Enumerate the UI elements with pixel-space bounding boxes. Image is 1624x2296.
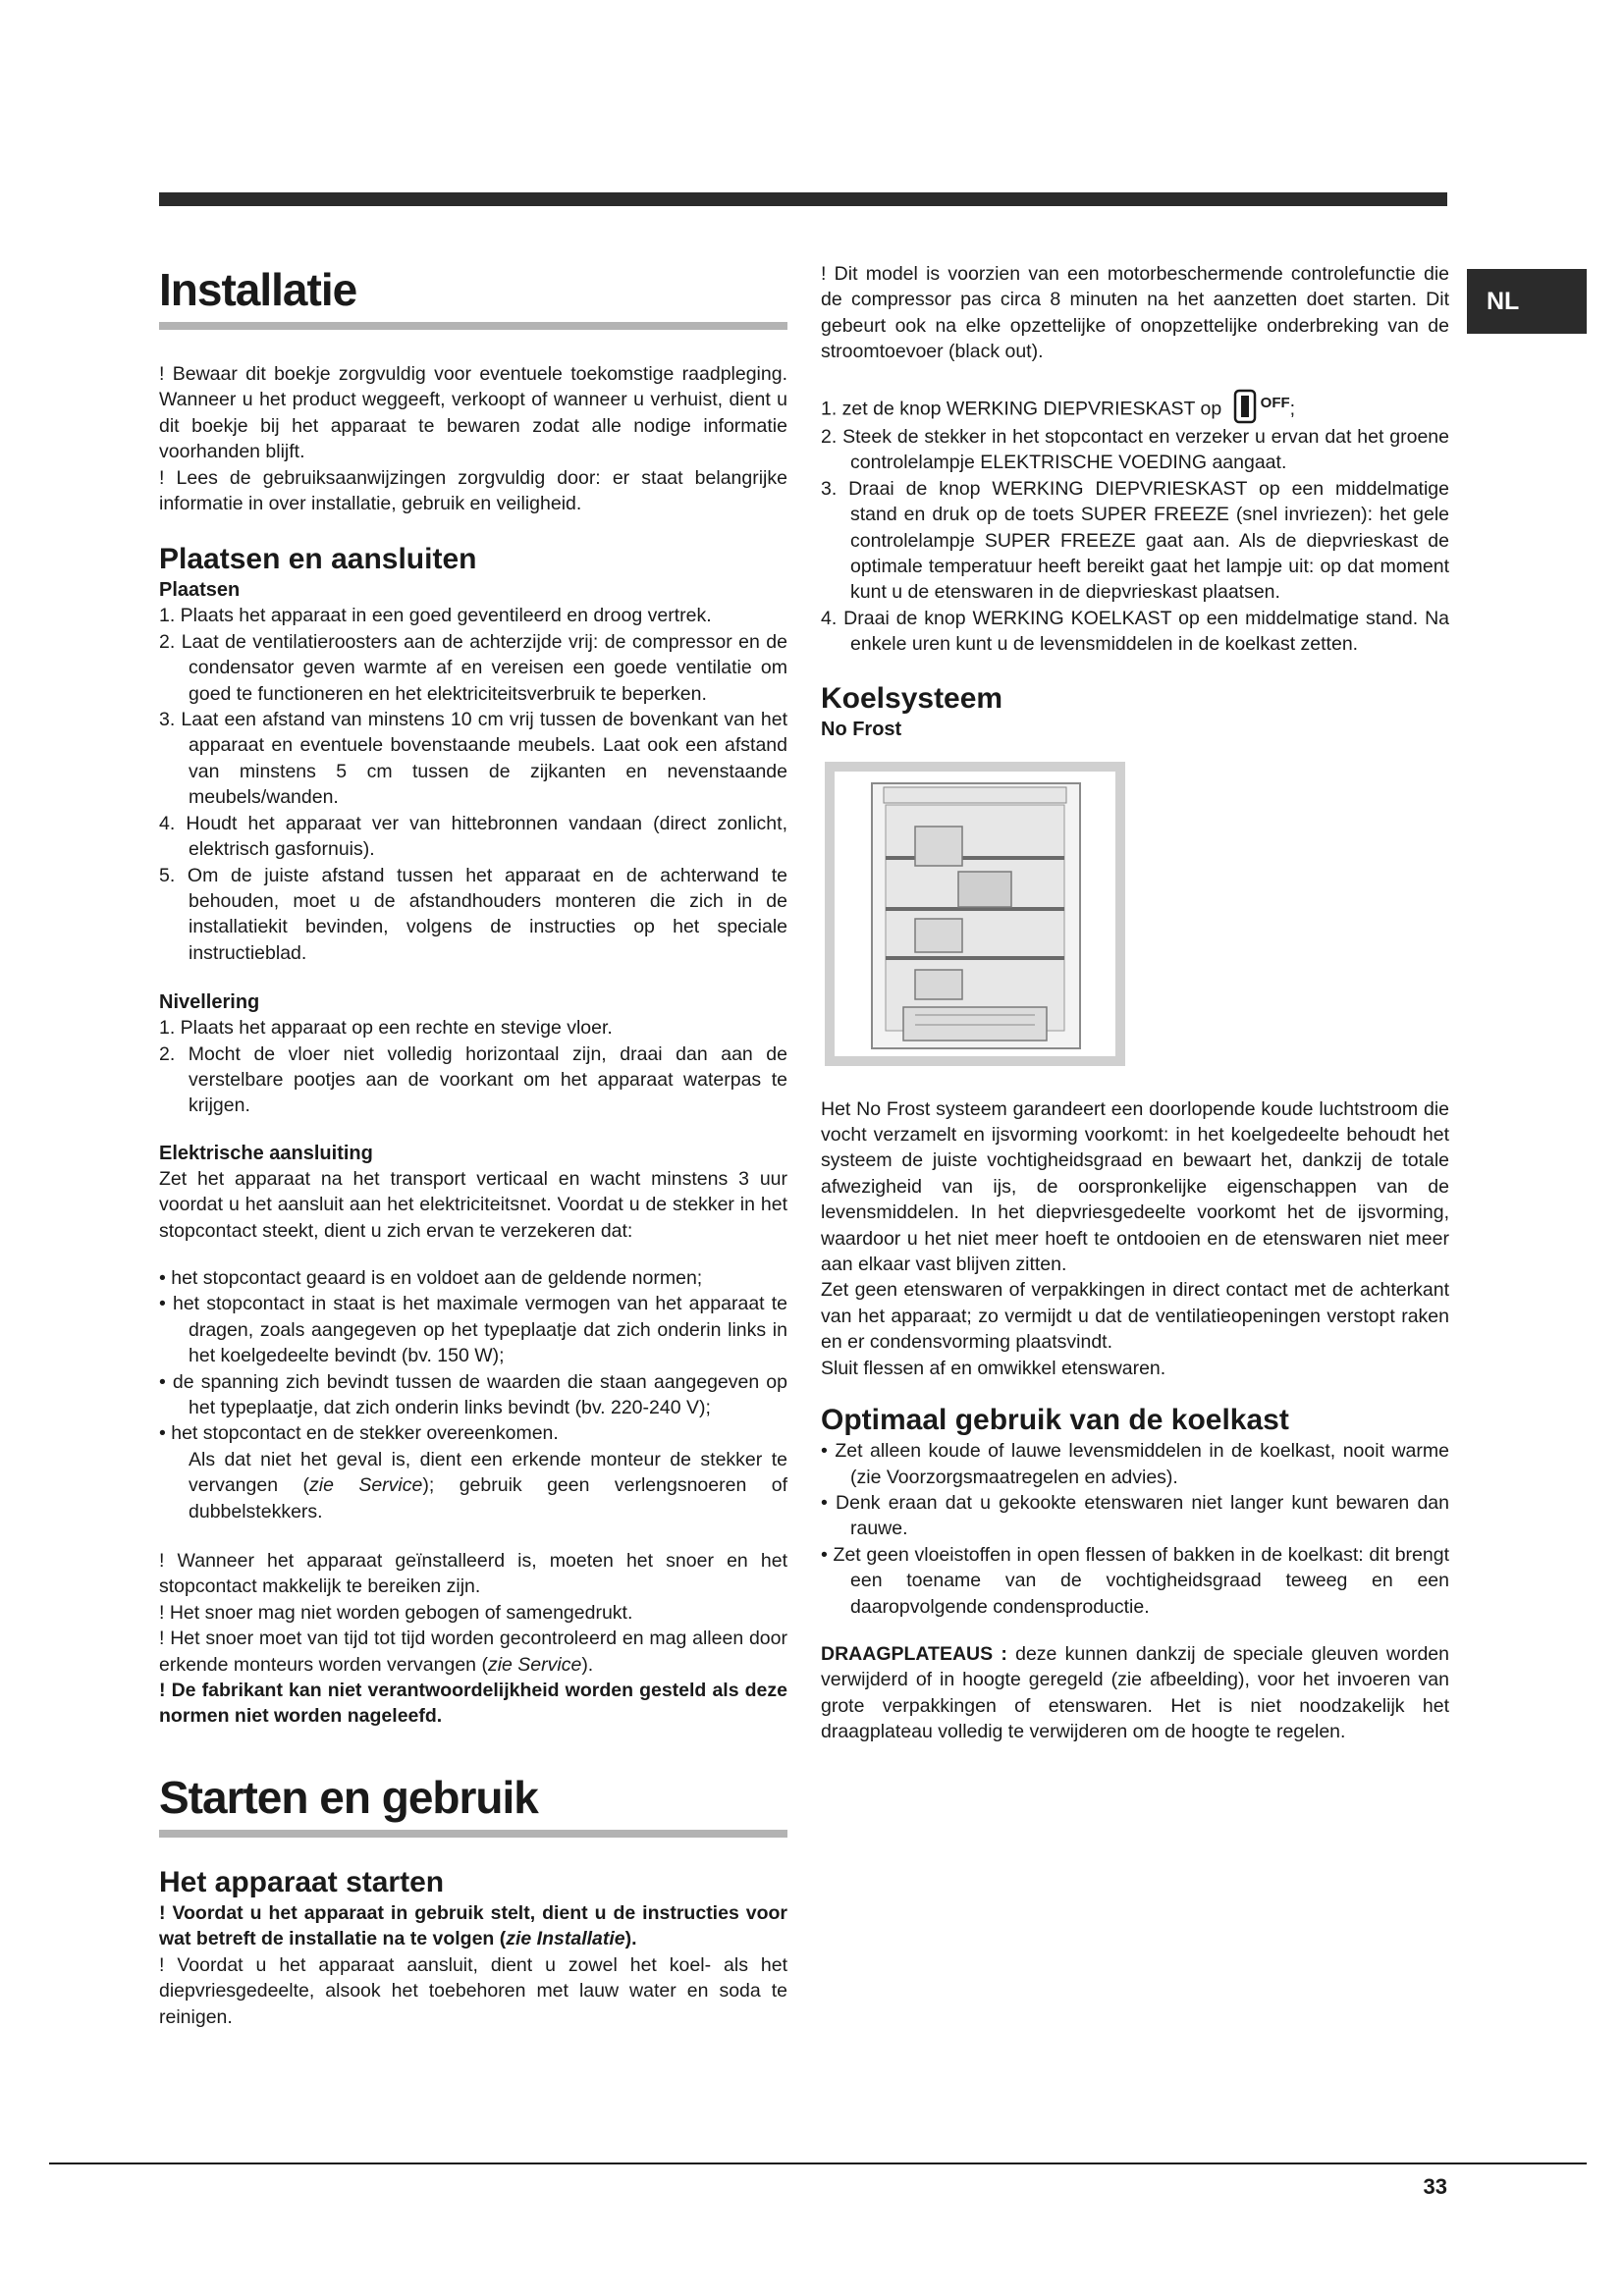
- plaatsen-list: [159, 603, 787, 966]
- list-item: • Zet geen vloeistoffen in open flessen of bakken in de koelkast: dit brengt een toename van de vochtigheidsgraad teweeg en een daaropvolgende condensproductie.: [821, 1543, 1449, 1618]
- list-item: [821, 391, 1449, 424]
- off-label: OFF: [1260, 394, 1290, 411]
- list-item: • de spanning zich bevindt tussen de waarden die staan aangegeven op het typeplaatje, dat zich onderin links bevindt (bv. 220-240 V);: [159, 1370, 787, 1418]
- list-item: 1. Plaats het apparaat op een rechte en stevige vloer.: [159, 1017, 613, 1040]
- list-item: [159, 1420, 787, 1524]
- step1-pre: 1. zet de knop WERKING DIEPVRIESKAST op: [821, 398, 1222, 420]
- list-item: 2. Laat de ventilatieroosters aan de achterzijde vrij: de compressor en de condensator geven warmte af en vereisen een goede ventilatie om goed te functioneren en het elektriciteitsverbruik te beperken.: [159, 630, 787, 705]
- no-frost-paragraph: Het No Frost systeem garandeert een doorlopende koude luchtstroom die vocht verzamelt en ijsvorming voorkomt: in het koelgedeelte behoudt het systeem de juiste vochtigheidsgraad en bewaart het, dankzij de totale afwezigheid van ijs, de oorspronkelijke eigenschappen van de levensmiddelen. In het diepvriesgedeelte voorkomt het de ijsvorming, waardoor u het niet meer hoeft te ontdooien en de etenswaren niet meer aan elkaar vast blijven zitten.: [821, 1097, 1449, 1276]
- right-column: [821, 261, 1449, 1745]
- list-item: • Denk eraan dat u gekookte etenswaren niet langer kunt bewaren dan rauwe.: [821, 1491, 1449, 1540]
- list-item: 5. Om de juiste afstand tussen het apparaat en de achterwand te behouden, moet u de afstandhouders monteren die zich in de installatiekit bevinden, volgens de instructies op het speciale instructieblad.: [159, 864, 787, 964]
- title-underline: [159, 1830, 787, 1838]
- start-bold-post: ).: [624, 1928, 637, 1950]
- installatie-title: Installatie: [159, 264, 357, 315]
- list-item: 2. Steek de stekker in het stopcontact en verzeker u ervan dat het groene controlelampje ELEKTRISCHE VOEDING aangaat.: [821, 425, 1449, 474]
- warn3-pre: ! Het snoer moet van tijd tot tijd worden gecontroleerd en mag alleen door erkende monteurs worden vervangen (: [159, 1628, 787, 1676]
- start-steps-list: [821, 391, 1449, 658]
- knob-off-icon: [1233, 389, 1257, 424]
- draagplateaus-text: deze kunnen dankzij de speciale gleuven worden verwijderd of in hoogte geregeld (zie afbeelding), voor het invoeren van grote verpakkingen of etenswaren. Het is niet noodzakelijk het draagplateau volledig te verwijderen om de hoogte te regelen.: [821, 1642, 1449, 1743]
- list-item: 3. Draai de knop WERKING DIEPVRIESKAST op een middelmatige stand en druk op de toets SUPER FREEZE (snel invriezen): het gele controlelampje SUPER FREEZE gaat aan. Als de diepvrieskast de optimale temperatuur heeft bereikt gaat het lampje uit: op dat moment kunt u de etenswaren in de diepvrieskast plaatsen.: [821, 477, 1449, 604]
- list-item: 1. Plaats het apparaat in een goed geventileerd en droog vertrek.: [159, 605, 712, 627]
- plaatsen-subtitle: Plaatsen: [159, 579, 241, 602]
- left-column: [159, 261, 787, 2030]
- no-frost-subtitle: No Frost: [821, 718, 902, 740]
- optimaal-bullets: [821, 1438, 1449, 1620]
- fridge-interior-illustration: [825, 762, 1125, 1066]
- koelsysteem-title: Koelsysteem: [821, 681, 1003, 715]
- list-item: 4. Houdt het apparaat ver van hittebronnen vandaan (direct zonlicht, elektrisch gasfornuis).: [159, 812, 787, 861]
- draagplateaus-paragraph: [821, 1641, 1449, 1745]
- warning-paragraph: [159, 1626, 787, 1678]
- warning-paragraph: ! Wanneer het apparaat geïnstalleerd is, moeten het snoer en het stopcontact makkelijk te bereiken zijn.: [159, 1550, 787, 1598]
- nivellering-subtitle: Nivellering: [159, 991, 260, 1014]
- see-installatie-reference: zie Installatie: [506, 1928, 625, 1950]
- list-item: • Zet alleen koude of lauwe levensmiddelen in de koelkast, nooit warme (zie Voorzorgsmaatregelen en advies).: [821, 1440, 1449, 1488]
- elektrisch-paragraph: Zet het apparaat na het transport verticaal en wacht minstens 3 uur voordat u het aansluit aan het elektriciteitsnet. Voordat u de stekker in het stopcontact steekt, dient u zich ervan te verzekeren dat:: [159, 1167, 787, 1242]
- apparaat-starten-title: Het apparaat starten: [159, 1865, 445, 1898]
- draagplateaus-label: DRAAGPLATEAUS :: [821, 1642, 1007, 1665]
- language-tab: NL: [1467, 269, 1587, 334]
- no-frost-paragraph: Sluit flessen af en omwikkel etenswaren.: [821, 1357, 1166, 1379]
- warning-paragraph: ! Het snoer mag niet worden gebogen of samengedrukt.: [159, 1601, 633, 1624]
- intro-paragraph: ! Bewaar dit boekje zorgvuldig voor eventuele toekomstige raadpleging. Wanneer u het product weggeeft, verkoopt of wanneer u verhuist, dient u dit boekje bij het apparaat te bewaren zodat alle nodige informatie voorhanden blijft.: [159, 363, 787, 463]
- list-item: • het stopcontact geaard is en voldoet aan de geldende normen;: [159, 1266, 703, 1289]
- footer-rule: [49, 2163, 1587, 2164]
- header-bar: [159, 192, 1447, 206]
- optimaal-gebruik-title: Optimaal gebruik van de koelkast: [821, 1404, 1289, 1437]
- start-paragraph: ! Voordat u het apparaat aansluit, dient u zowel het koel- als het diepvriesgedeelte, alsook het toebehoren met lauw water en soda te reinigen.: [159, 1953, 787, 2028]
- list-item: 3. Laat een afstand van minstens 10 cm vrij tussen de bovenkant van het apparaat en eventuele bovenstaande meubels. Laat ook een afstand van minstens 5 cm tussen de zijkanten en nevenstaande meubels/wanden.: [159, 709, 787, 809]
- nivellering-list: [159, 1015, 787, 1119]
- bullet4-pre: Als dat niet het geval is, dient een erkende monteur de stekker te vervangen (: [189, 1448, 787, 1497]
- motor-protection-note: ! Dit model is voorzien van een motorbeschermende controlefunctie die de compressor pas circa 8 minuten na het aanzetten doet starten. Dit gebeurt ook na elke opzettelijke of onopzettelijke onderbreking van de stroomtoevoer (black out).: [821, 263, 1449, 363]
- liability-warning: ! De fabrikant kan niet verantwoordelijkheid worden gesteld als deze normen niet worden nageleefd.: [159, 1680, 787, 1728]
- no-frost-paragraph: Zet geen etenswaren of verpakkingen in direct contact met de achterkant van het apparaat; zo vermijdt u dat de ventilatieopeningen verstopt raken en er condensvorming plaatsvindt.: [821, 1279, 1449, 1354]
- see-service-reference: zie Service: [308, 1474, 423, 1497]
- start-bold-pre: ! Voordat u het apparaat in gebruik stelt, dient u de instructies voor wat betreft de installatie na te volgen (: [159, 1901, 787, 1950]
- title-underline: [159, 322, 787, 330]
- elektrische-aansluiting-subtitle: Elektrische aansluiting: [159, 1142, 373, 1164]
- elektrisch-bullets: [159, 1265, 787, 1524]
- intro-paragraph: ! Lees de gebruiksaanwijzingen zorgvuldig door: er staat belangrijke informatie in over installatie, gebruik en veiligheid.: [159, 466, 787, 515]
- plaatsen-aansluiten-title: Plaatsen en aansluiten: [159, 543, 477, 576]
- bullet4-post: ); gebruik geen verlengsnoeren of dubbelstekkers.: [189, 1474, 787, 1522]
- page-number: 33: [1423, 2174, 1447, 2199]
- list-item: 2. Mocht de vloer niet volledig horizontaal zijn, draai dan aan de verstelbare pootjes aan de voorkant om het apparaat waterpas te krijgen.: [159, 1042, 787, 1117]
- step1-post: ;: [1289, 398, 1296, 420]
- starten-gebruik-title: Starten en gebruik: [159, 1771, 538, 1823]
- list-item: • het stopcontact in staat is het maximale vermogen van het apparaat te dragen, zoals aangegeven op het typeplaatje dat zich onderin links in het koelgedeelte bevindt (bv. 150 W);: [159, 1293, 787, 1367]
- bullet4-line: • het stopcontact en de stekker overeenkomen.: [159, 1422, 559, 1445]
- see-service-reference: zie Service: [487, 1653, 582, 1676]
- list-item: 4. Draai de knop WERKING KOELKAST op een middelmatige stand. Na enkele uren kunt u de levensmiddelen in de koelkast zetten.: [821, 607, 1449, 656]
- start-warning-bold: [159, 1900, 787, 1952]
- warn3-post: ).: [581, 1653, 594, 1676]
